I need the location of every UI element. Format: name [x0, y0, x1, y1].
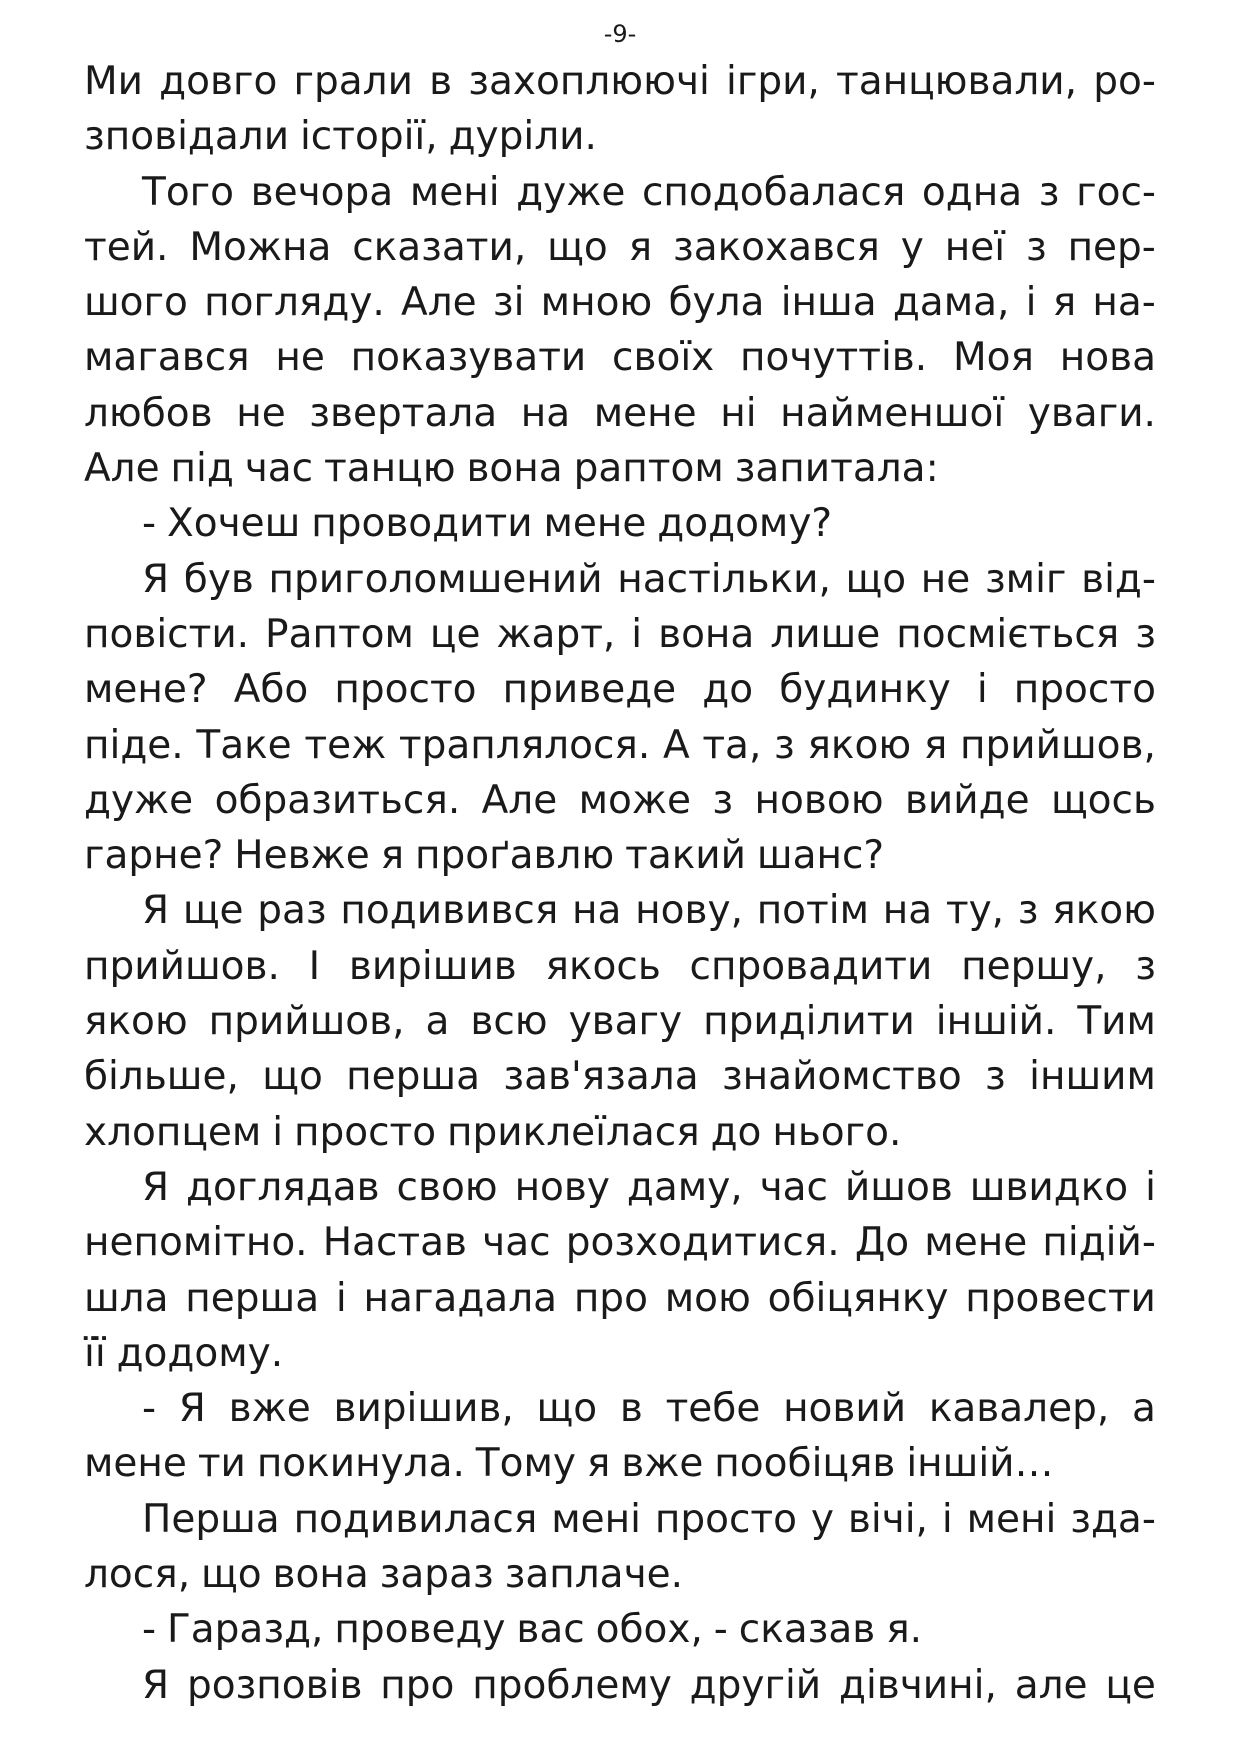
text-line: піде. Таке теж траплялося. А та, з якою я прийшов,	[84, 722, 1156, 768]
text-line: Перша подивилася мені просто у вічі, і мені зда-	[142, 1496, 1156, 1542]
body-text	[84, 54, 1156, 1713]
text-line: дуже образиться. Але може з новою вийде щось	[84, 777, 1156, 823]
text-line: лося, що вона зараз заплаче.	[84, 1552, 684, 1598]
text-line: Я ще раз подивився на нову, потім на ту, з якою	[142, 888, 1156, 934]
text-line: Ми довго грали в захоплюючі ігри, танцювали, ро-	[84, 59, 1156, 104]
text-line: - Гаразд, проведу вас обох, - сказав я.	[142, 1607, 923, 1653]
text-line: мене ти покинула. Тому я вже пообіцяв іншій…	[84, 1441, 1054, 1487]
text-line: шла перша і нагадала про мою обіцянку провести	[84, 1275, 1156, 1321]
text-line: прийшов. І вирішив якось спровадити першу, з	[84, 943, 1156, 989]
text-line: повісти. Раптом це жарт, і вона лише посміється з	[84, 611, 1156, 657]
text-line: Але під час танцю вона раптом запитала:	[84, 446, 939, 492]
text-line: зповідали історії, дуріли.	[84, 114, 597, 160]
text-line: якою прийшов, а всю увагу приділити іншій. Тим	[84, 999, 1156, 1045]
text-line: Того вечора мені дуже сподобалася одна з гос-	[142, 169, 1156, 215]
text-line: тей. Можна сказати, що я закохався у неї з пер-	[84, 224, 1156, 270]
text-line: Я доглядав свою нову даму, час йшов швидко і	[142, 1164, 1156, 1210]
text-line: - Я вже вирішив, що в тебе новий кавалер, а	[142, 1386, 1156, 1432]
text-line: гарне? Невже я проґавлю такий шанс?	[84, 833, 885, 879]
text-line: її додому.	[84, 1330, 284, 1376]
text-line: магався не показувати своїх почуттів. Моя нова	[84, 335, 1156, 381]
text-line: більше, що перша зав'язала знайомство з іншим	[84, 1054, 1156, 1100]
text-line: непомітно. Настав час розходитися. До мене підій-	[84, 1220, 1156, 1266]
text-line: Я розповів про проблему другій дівчині, але це	[142, 1662, 1156, 1708]
text-line: хлопцем і просто приклеїлася до нього.	[84, 1109, 902, 1155]
text-line: Я був приголомшений настільки, що не зміг від-	[142, 556, 1156, 602]
text-line: любов не звертала на мене ні найменшої уваги.	[84, 390, 1156, 436]
text-line: шого погляду. Але зі мною була інша дама, і я на-	[84, 280, 1156, 326]
page-number: -9-	[603, 20, 637, 48]
text-line: мене? Або просто приведе до будинку і просто	[84, 667, 1156, 713]
text-line: - Хочеш проводити мене додому?	[142, 501, 833, 547]
